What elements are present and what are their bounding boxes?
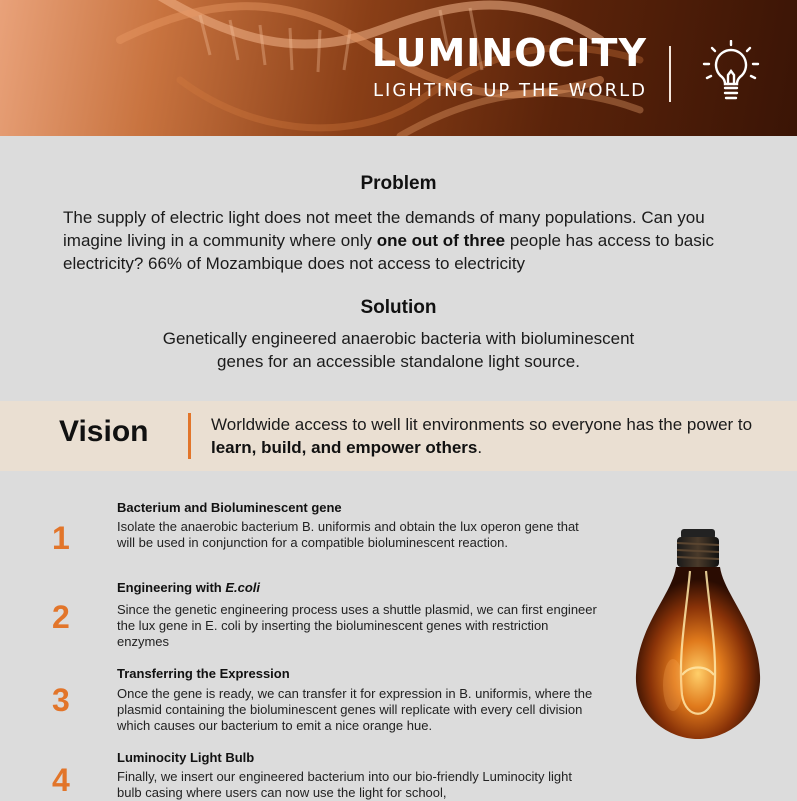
step-2-body: Since the genetic engineering process uses a shuttle plasmid, we can first engineer the lux gene in E. coli by inserting the bioluminescent genes with restriction enzymes [117,602,597,649]
brand-title: LUMINOCITY [371,31,647,75]
step-2-number: 2 [52,599,70,635]
glowing-bulb-photo [628,525,768,745]
vision-text-part-1: Worldwide access to well lit environments so everyone has the power to [211,415,753,434]
step-3-body: Once the gene is ready, we can transfer it for expression in B. uniformis, where the plasmid containing the bioluminescent genes will replicate with every cell division which causes our bacterium to emit a nice orange hue. [117,686,593,733]
step-2-title-part-1: Engineering with [117,580,226,595]
vision-band [0,401,797,471]
problem-heading: Problem [360,173,437,194]
step-2-title-italic: E.coli [225,580,261,595]
solution-heading: Solution [360,297,437,318]
step-3-title: Transferring the Expression [117,666,290,681]
brand-block [372,30,647,101]
step-3-number: 3 [52,682,70,718]
lightbulb-icon [700,40,762,106]
vision-divider [188,413,191,459]
step-2-title [117,580,260,595]
step-1-body: Isolate the anaerobic bacterium B. uniformis and obtain the lux operon gene that will be used in conjunction for a compatible bioluminescent reaction. [117,519,579,550]
problem-text-bold: one out of three [376,231,506,250]
solution-text [0,327,797,373]
vision-text [211,413,771,459]
step-4-title: Luminocity Light Bulb [117,750,255,765]
vision-text-part-2: . [477,438,483,457]
step-1-number: 1 [52,520,70,556]
header-banner [0,0,797,136]
solution-line-1: Genetically engineered anaerobic bacteria with bioluminescent [162,329,635,348]
step-4-body: Finally, we insert our engineered bacterium into our bio-friendly Luminocity light bulb casing where users can now use the light for school, [117,769,572,800]
brand-subtitle: LIGHTING UP THE WORLD [373,80,647,101]
header-divider [669,46,671,102]
solution-line-2: genes for an accessible standalone light source. [217,352,580,371]
step-1-title: Bacterium and Bioluminescent gene [117,500,342,515]
problem-text-part-1: The supply of electric light does not meet the demands of many populations. Can you imagine living in a community where only [63,208,705,250]
vision-text-bold: learn, build, and empower others [211,438,478,457]
problem-text-part-2: people has access to basic electricity? 66% of Mozambique does not access to electricity [63,231,715,273]
step-4-number: 4 [52,762,70,798]
problem-text [63,206,763,275]
vision-heading: Vision [59,415,149,448]
